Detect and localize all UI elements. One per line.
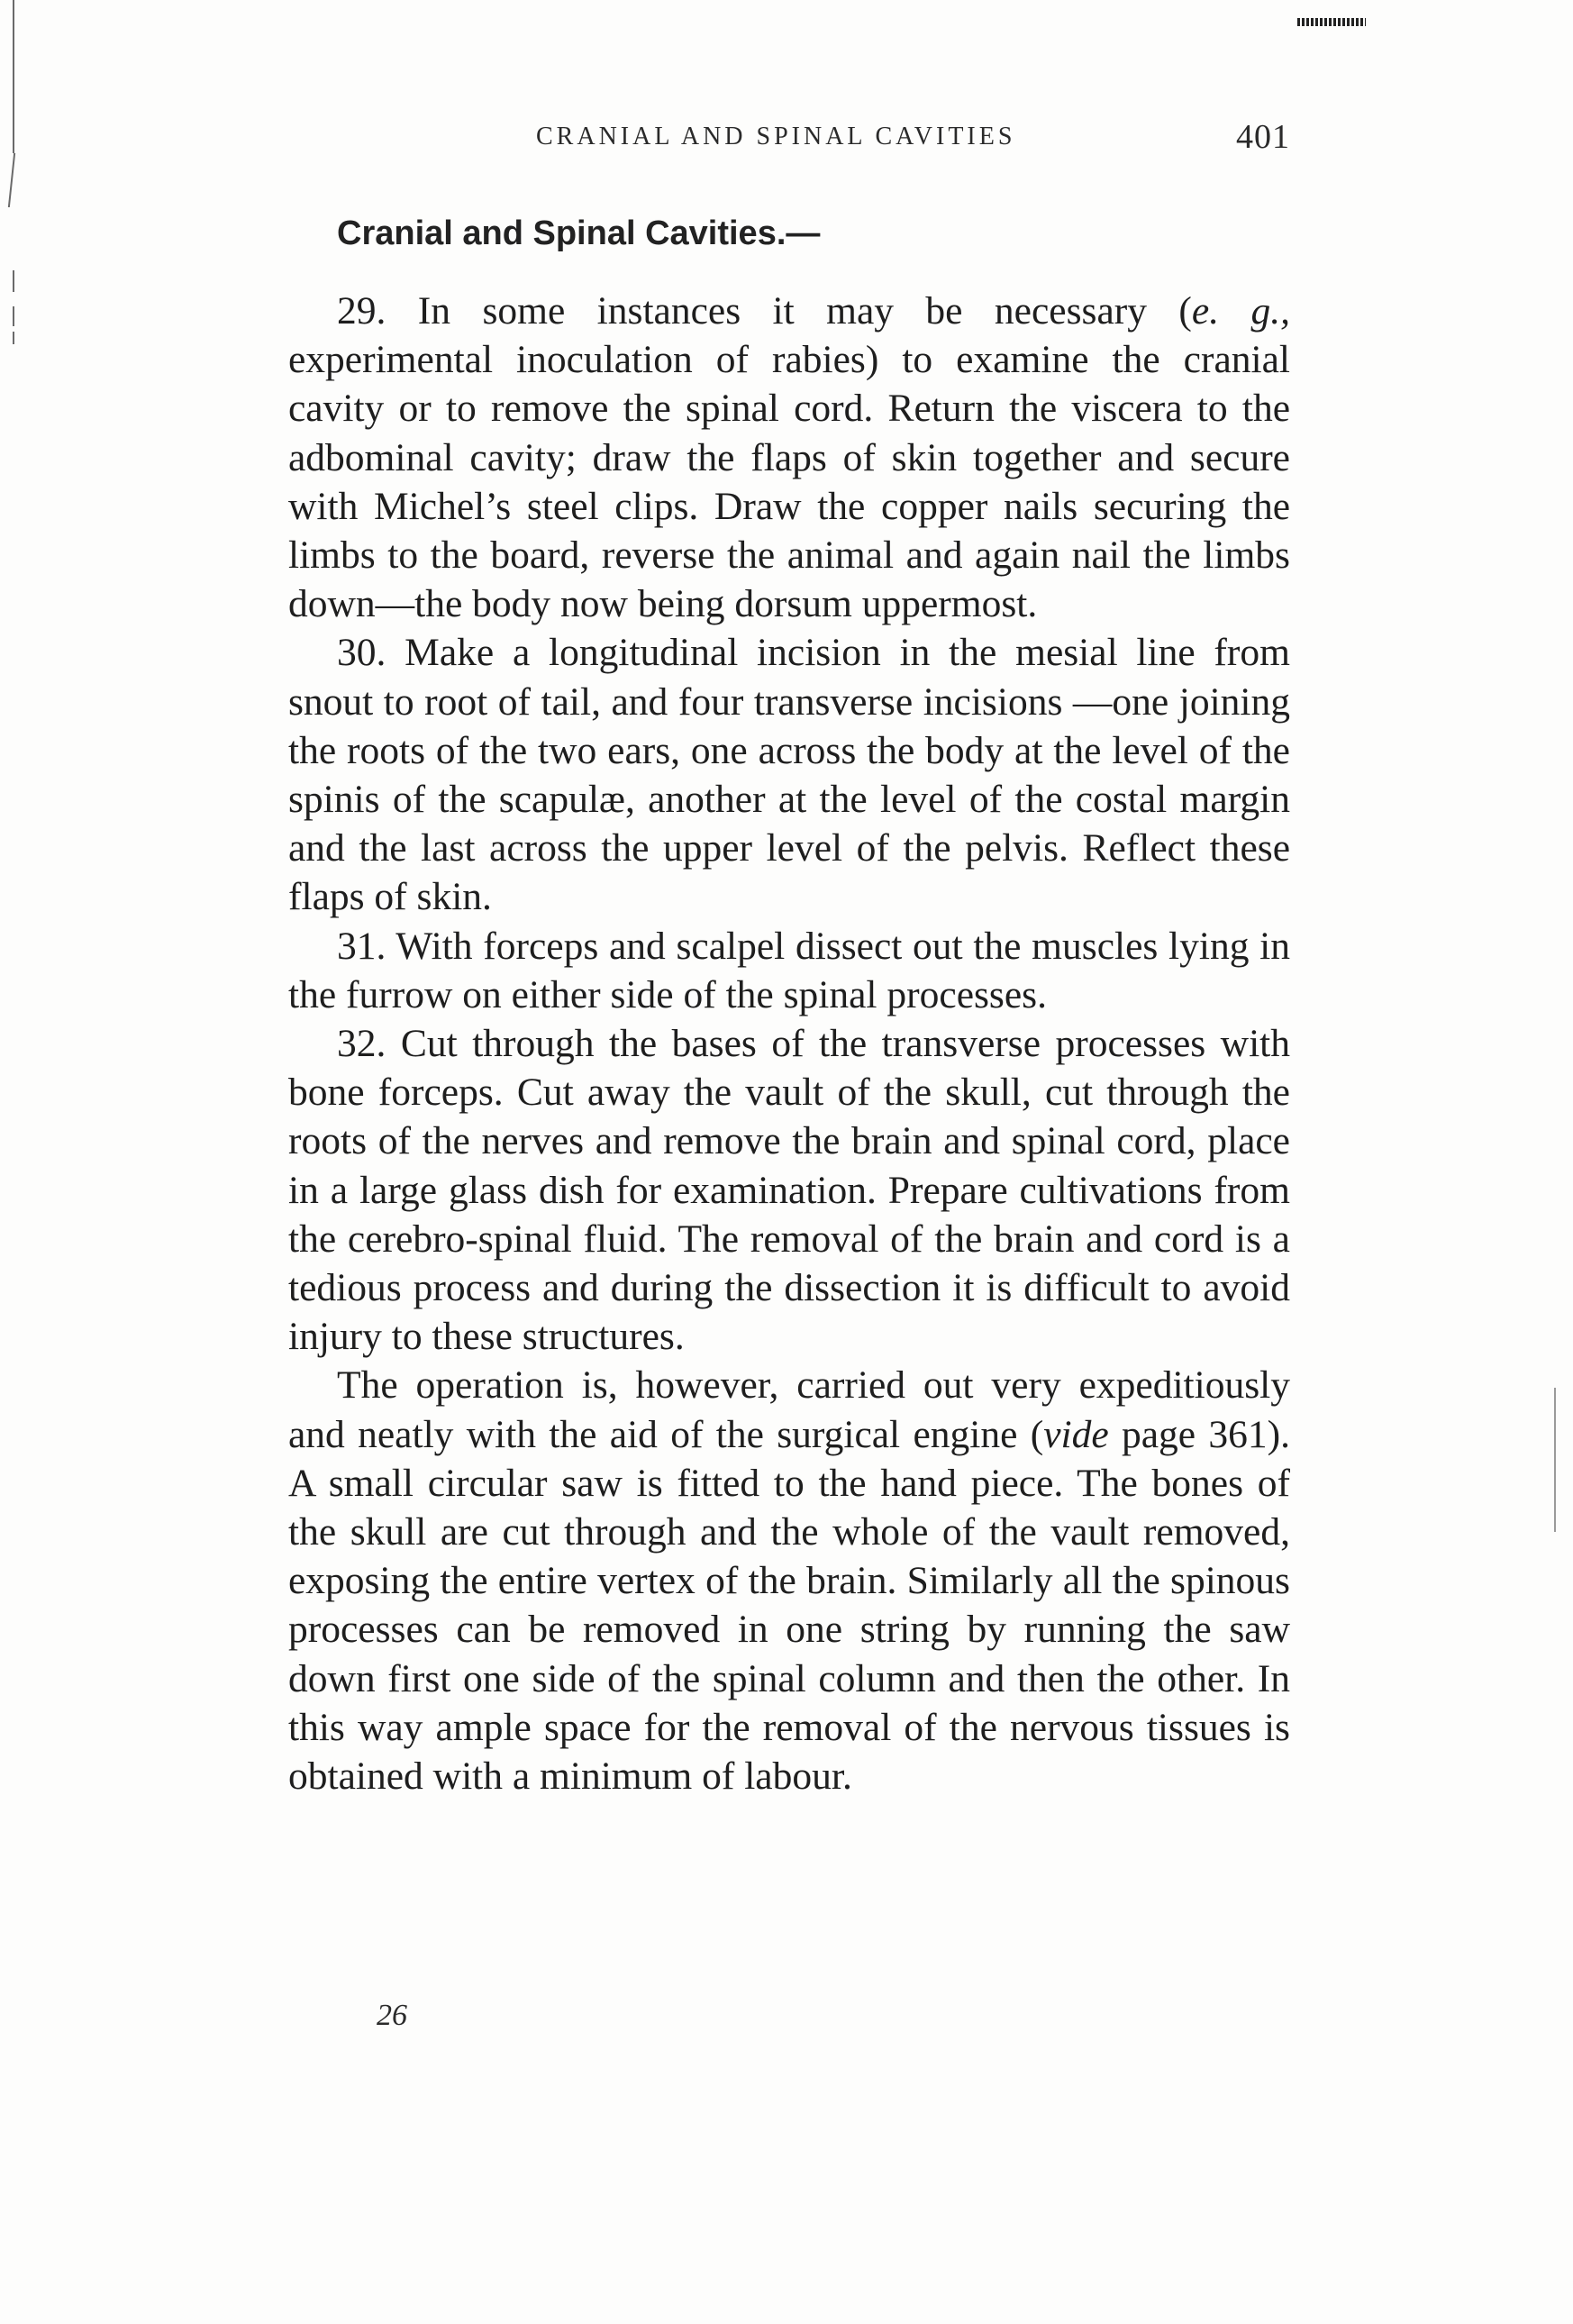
emphasis: e. g., xyxy=(1191,289,1290,333)
scan-artifact-right xyxy=(1554,1388,1556,1532)
scan-artifact-top xyxy=(1297,18,1366,26)
page-number: 401 xyxy=(1236,118,1290,156)
paragraph-operation: The operation is, however, carried out very expeditiously and neatly with the aid of the surgical engine (vide page 361). A small circular saw is fitted to the hand piece. The bones of the skull are cut through and the whole of the vault removed, exposing the entire vertex of the brain. Similarly all the spinous processes can be removed in one string by running the saw down first one side of the spinal column and then the other. In this way ample space for the removal of the nervous tissues is obtained with a minimum of labour. xyxy=(288,1363,1290,1799)
paragraph-32: 32. Cut through the bases of the transverse processes with bone forceps. Cut away the vault of the skull, cut through the roots of the nerves and remove the brain and spinal cord, place in a large glass dish for examination. Prepare cultivations from the cerebro-spinal fluid. The removal of the brain and cord is a tedious process and during the dissection it is difficult to avoid injury to these structures. xyxy=(288,1022,1290,1359)
paragraph-30: 30. Make a longitudinal incision in the mesial line from snout to root of tail, and four transverse incisions —one joining the roots of the two ears, one across the body at the level of the spinis of the scapulæ, another at the level of the costal margin and the last across the upper level of the pelvis. Reflect these flaps of skin. xyxy=(288,631,1290,919)
paragraph-number: 30. xyxy=(337,631,386,675)
scan-artifact-left-2 xyxy=(8,153,15,207)
scan-artifact-left-5 xyxy=(13,332,14,344)
body-text xyxy=(288,287,1290,1800)
paragraph-29: 29. In some instances it may be necessary (e. g., experimental inoculation of rabies) to examine the cranial cavity or to remove the spinal cord. Return the viscera to the adbominal cavity; draw the flaps of skin together and secure with Michel’s steel clips. Draw the copper nails securing the limbs to the board, reverse the animal and again nail the limbs down—the body now being dorsum uppermost. xyxy=(288,289,1290,626)
scan-artifact-left-4 xyxy=(13,306,14,326)
page-header xyxy=(288,119,1290,164)
paragraph-number: 31. xyxy=(337,924,386,968)
paragraph-number: 29. xyxy=(337,289,386,333)
section-title: Cranial and Spinal Cavities.— xyxy=(337,214,821,252)
emphasis: vide xyxy=(1043,1412,1109,1456)
running-head: CRANIAL AND SPINAL CAVITIES xyxy=(536,123,1016,150)
scan-artifact-left-1 xyxy=(13,0,14,153)
paragraph-number: 32. xyxy=(337,1022,386,1066)
scan-artifact-left-3 xyxy=(13,270,14,292)
paragraph-31: 31. With forceps and scalpel dissect out the muscles lying in the furrow on either side of the spinal processes. xyxy=(288,924,1290,1016)
signature-mark: 26 xyxy=(377,1999,407,2032)
